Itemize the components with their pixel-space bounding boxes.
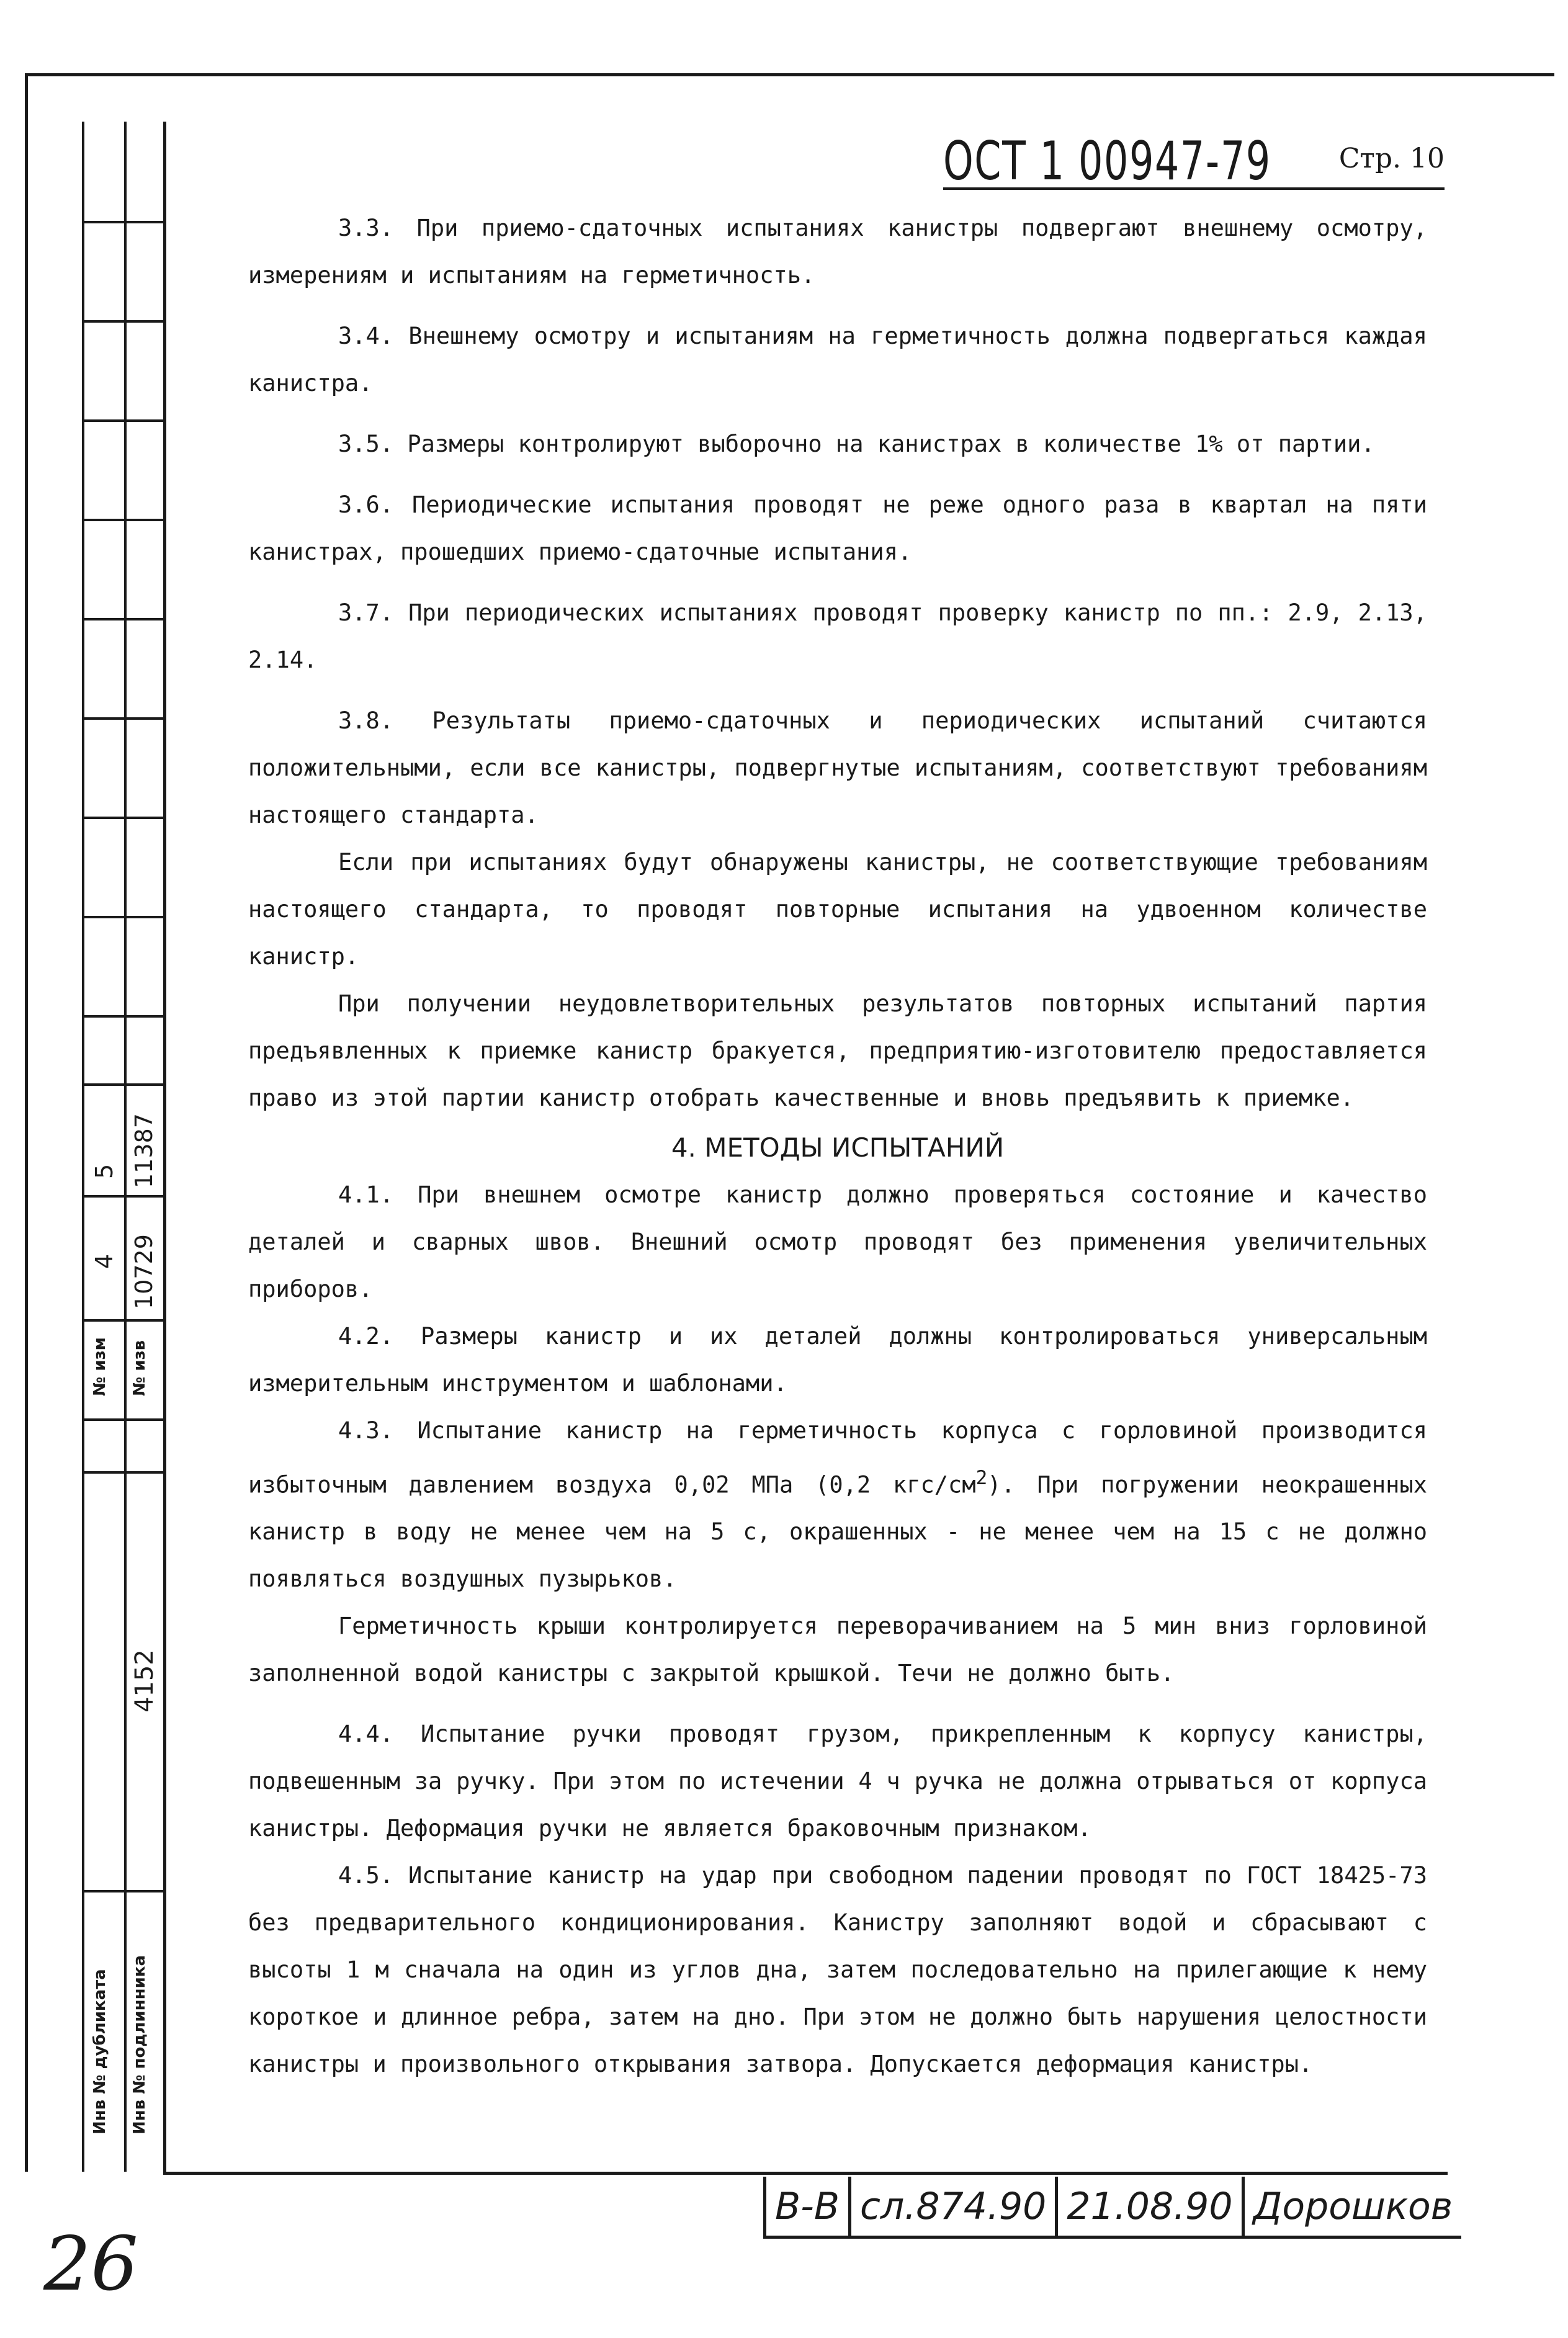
clause-3-8-reject: При получении неудовлетворительных результатов повторных испытаний партия предъявленных к приемке канистр бракуется, предприятию-изготовителю предоставляется право из этой партии канистр отобрать качественные и вновь предъявить к приемке. (248, 990, 1427, 1111)
handwritten-sheet-number: 26 (43, 2221, 138, 2308)
document-code: ОСТ 1 00947-79 (943, 130, 1271, 192)
clause-4-3-part1: 4.3. Испытание канистр на герметичность корпуса с горловиной производится избыточным давлением воздуха 0,02 МПа (0,2 кгс/см (248, 1417, 1427, 1498)
grid-vline (82, 122, 84, 2172)
section-heading: 4. МЕТОДЫ ИСПЫТАНИЙ (671, 1132, 1005, 1163)
grid-hline (82, 916, 166, 918)
revision-stamp (763, 2177, 1461, 2239)
clause-4-5: 4.5. Испытание канистр на удар при свободном падении проводят по ГОСТ 18425-73 без предварительного кондиционирования. Канистру заполняют водой и сбрасывают с высоты 1 м сначала на один из углов дна, затем последовательно на прилегающие к нему короткое и длинное ребра, затем на дно. При этом не должно быть нарушения целостности канистры и произвольного открывания затвора. Допускается деформация канистры. (248, 1862, 1427, 2078)
stamp-cell-date: 21.08.90 (1055, 2177, 1241, 2239)
stamp-cell-notice: сл.874.90 (848, 2177, 1055, 2239)
stamp-cell-signature: Дорошков (1242, 2177, 1462, 2239)
grid-hline (82, 320, 166, 323)
page-header (943, 130, 1445, 192)
grid-hline (82, 1015, 166, 1018)
document-body (248, 205, 1427, 2088)
clause-4-1: 4.1. При внешнем осмотре канистр должно проверяться состояние и качество деталей и сварных швов. Внешний осмотр проводят без применения увеличительных приборов. (248, 1181, 1427, 1302)
grid-hline (82, 519, 166, 521)
clause-4-2: 4.2. Размеры канистр и их деталей должны контролироваться универсальным измерительным инструментом и шаблонами. (248, 1323, 1427, 1397)
header-underline (943, 187, 1445, 190)
clause-4-3-part2: ). При погружении неокрашенных канистр в воду не менее чем на 5 с, окрашенных - не менее чем на 15 с не должно появляться воздушных пузырьков. (248, 1471, 1427, 1593)
stamp-label-izm: № изм (91, 1337, 109, 1396)
grid-hline (82, 221, 166, 223)
clause-4-3-lid: Герметичность крыши контролируется переворачиванием на 5 мин вниз горловиной заполненной водой канистры с закрытой крышкой. Течи не должно быть. (248, 1613, 1427, 1687)
grid-hline (82, 1471, 166, 1474)
grid-hline (82, 1083, 166, 1086)
grid-hline (82, 419, 166, 422)
top-border-line (25, 73, 1554, 76)
grid-vline (124, 122, 127, 2172)
stamp-label-izv: № изв (130, 1340, 149, 1396)
clause-3-8-retest: Если при испытаниях будут обнаружены канистры, не соответствующие требованиям настоящего стандарта, то проводят повторные испытания на удвоенном количестве канистр. (248, 849, 1427, 970)
grid-hline (82, 717, 166, 720)
grid-hline (82, 1418, 166, 1421)
clause-4-3-superscript: 2 (975, 1467, 988, 1489)
clause-3-7: 3.7. При периодических испытаниях проводят проверку канистр по пп.: 2.9, 2.13, 2.14. (248, 599, 1427, 673)
clause-3-5: 3.5. Размеры контролируют выборочно на канистрах в количестве 1% от партии. (338, 431, 1375, 457)
stamp-izm-5: 5 (91, 1163, 118, 1179)
stamp-izv-5: 11387 (130, 1113, 158, 1188)
stamp-label-podl: Инв № подлинника (130, 1955, 149, 2134)
stamp-label-dubl: Инв № дубликата (91, 1969, 109, 2134)
stamp-cell-series: В-В (763, 2177, 848, 2239)
outer-left-border (25, 73, 28, 2172)
clause-3-3: 3.3. При приемо-сдаточных испытаниях канистры подвергают внешнему осмотру, измерениям и испытаниям на герметичность. (248, 215, 1427, 289)
stamp-izv-4: 10729 (130, 1234, 158, 1309)
grid-hline (82, 1319, 166, 1322)
grid-hline (82, 618, 166, 620)
grid-hline (82, 1890, 166, 1892)
page-number: Стр. 10 (1338, 143, 1445, 174)
clause-4-4: 4.4. Испытание ручки проводят грузом, прикрепленным к корпусу канистры, подвешенным за ручку. При этом по истечении 4 ч ручка не должна отрываться от корпуса канистры. Деформация ручки не является браковочным признаком. (248, 1721, 1427, 1842)
stamp-izm-4: 4 (91, 1253, 118, 1269)
clause-4-3 (248, 1407, 1427, 1603)
clause-3-6: 3.6. Периодические испытания проводят не реже одного раза в квартал на пяти канистрах, прошедших приемо-сдаточные испытания. (248, 491, 1427, 565)
stamp-podl-value: 4152 (130, 1649, 159, 1713)
grid-hline (82, 1195, 166, 1198)
grid-hline (82, 817, 166, 819)
clause-3-4: 3.4. Внешнему осмотру и испытаниям на герметичность должна подвергаться каждая канистра. (248, 323, 1427, 396)
clause-3-8: 3.8. Результаты приемо-сдаточных и периодических испытаний считаются положительными, если все канистры, подвергнутые испытаниям, соответствуют требованиям настоящего стандарта. (248, 707, 1427, 828)
